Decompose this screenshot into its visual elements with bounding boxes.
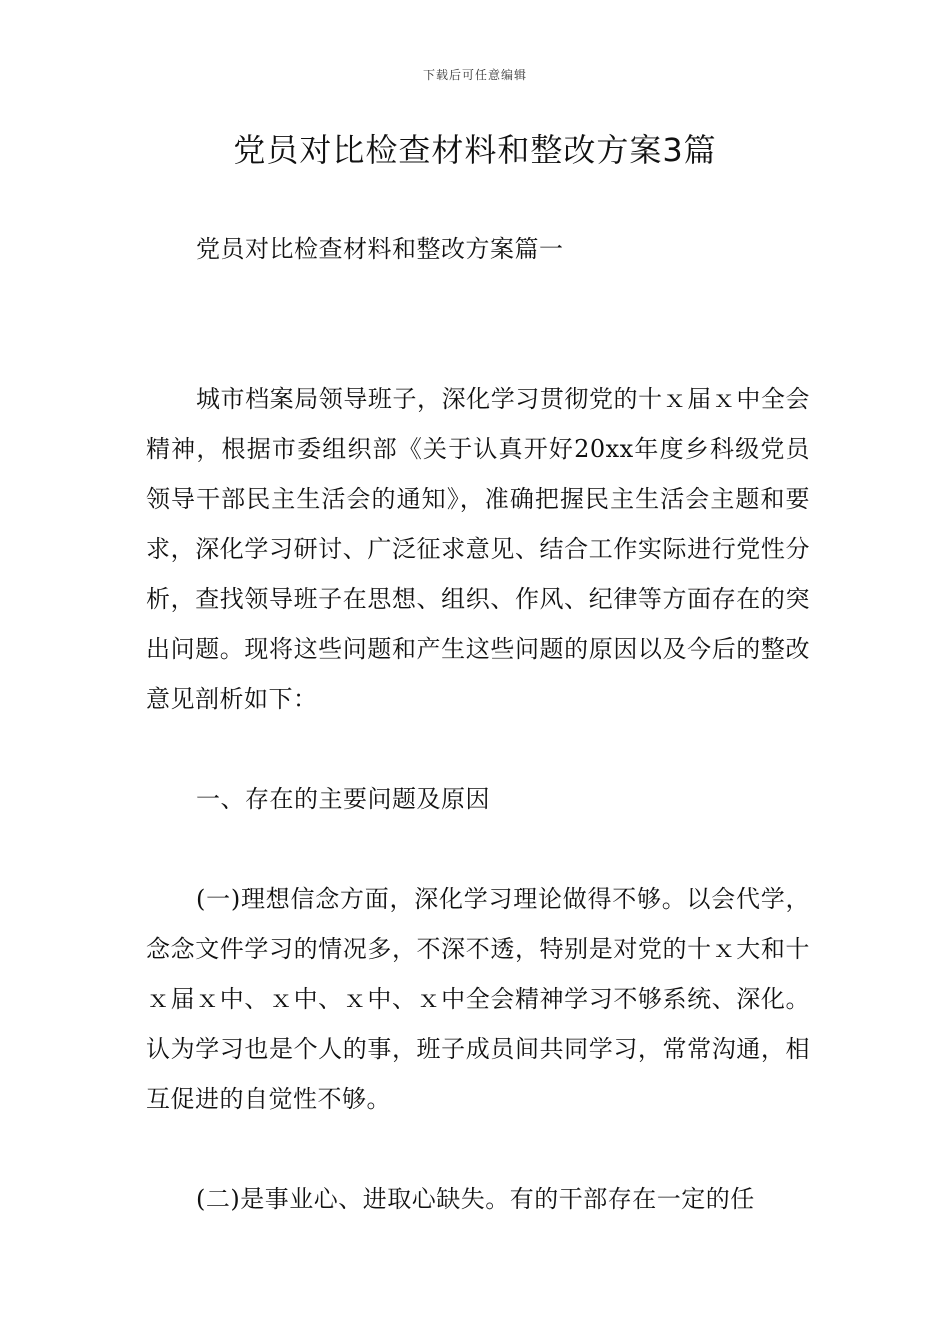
- paragraph-intro: 城市档案局领导班子，深化学习贯彻党的十ｘ届ｘ中全会精神，根据市委组织部《关于认真开好20xx年度乡科级党员领导干部民主生活会的通知》，准确把握民主生活会主题和要求，深化学习研讨、广泛征求意见、结合工作实际进行党性分析，查找领导班子在思想、组织、作风、纪律等方面存在的突出问题。现将这些问题和产生这些问题的原因以及今后的整改意见剖析如下：: [146, 385, 810, 713]
- document-title: 党员对比检查材料和整改方案3篇: [233, 131, 717, 169]
- section-heading: 一、存在的主要问题及原因: [196, 785, 490, 813]
- document-subtitle: 党员对比检查材料和整改方案篇一: [196, 235, 564, 263]
- header-note: 下载后可任意编辑: [422, 68, 527, 82]
- paragraph-item-1: (一)理想信念方面，深化学习理论做得不够。以会代学，念念文件学习的情况多，不深不透，特别是对党的十ｘ大和十ｘ届ｘ中、ｘ中、ｘ中、ｘ中全会精神学习不够系统、深化。认为学习也是个人的事，班子成员间共同学习，常常沟通，相互促进的自觉性不够。: [146, 885, 810, 1113]
- paragraph-item-2: (二)是事业心、进取心缺失。有的干部存在一定的任: [196, 1185, 755, 1213]
